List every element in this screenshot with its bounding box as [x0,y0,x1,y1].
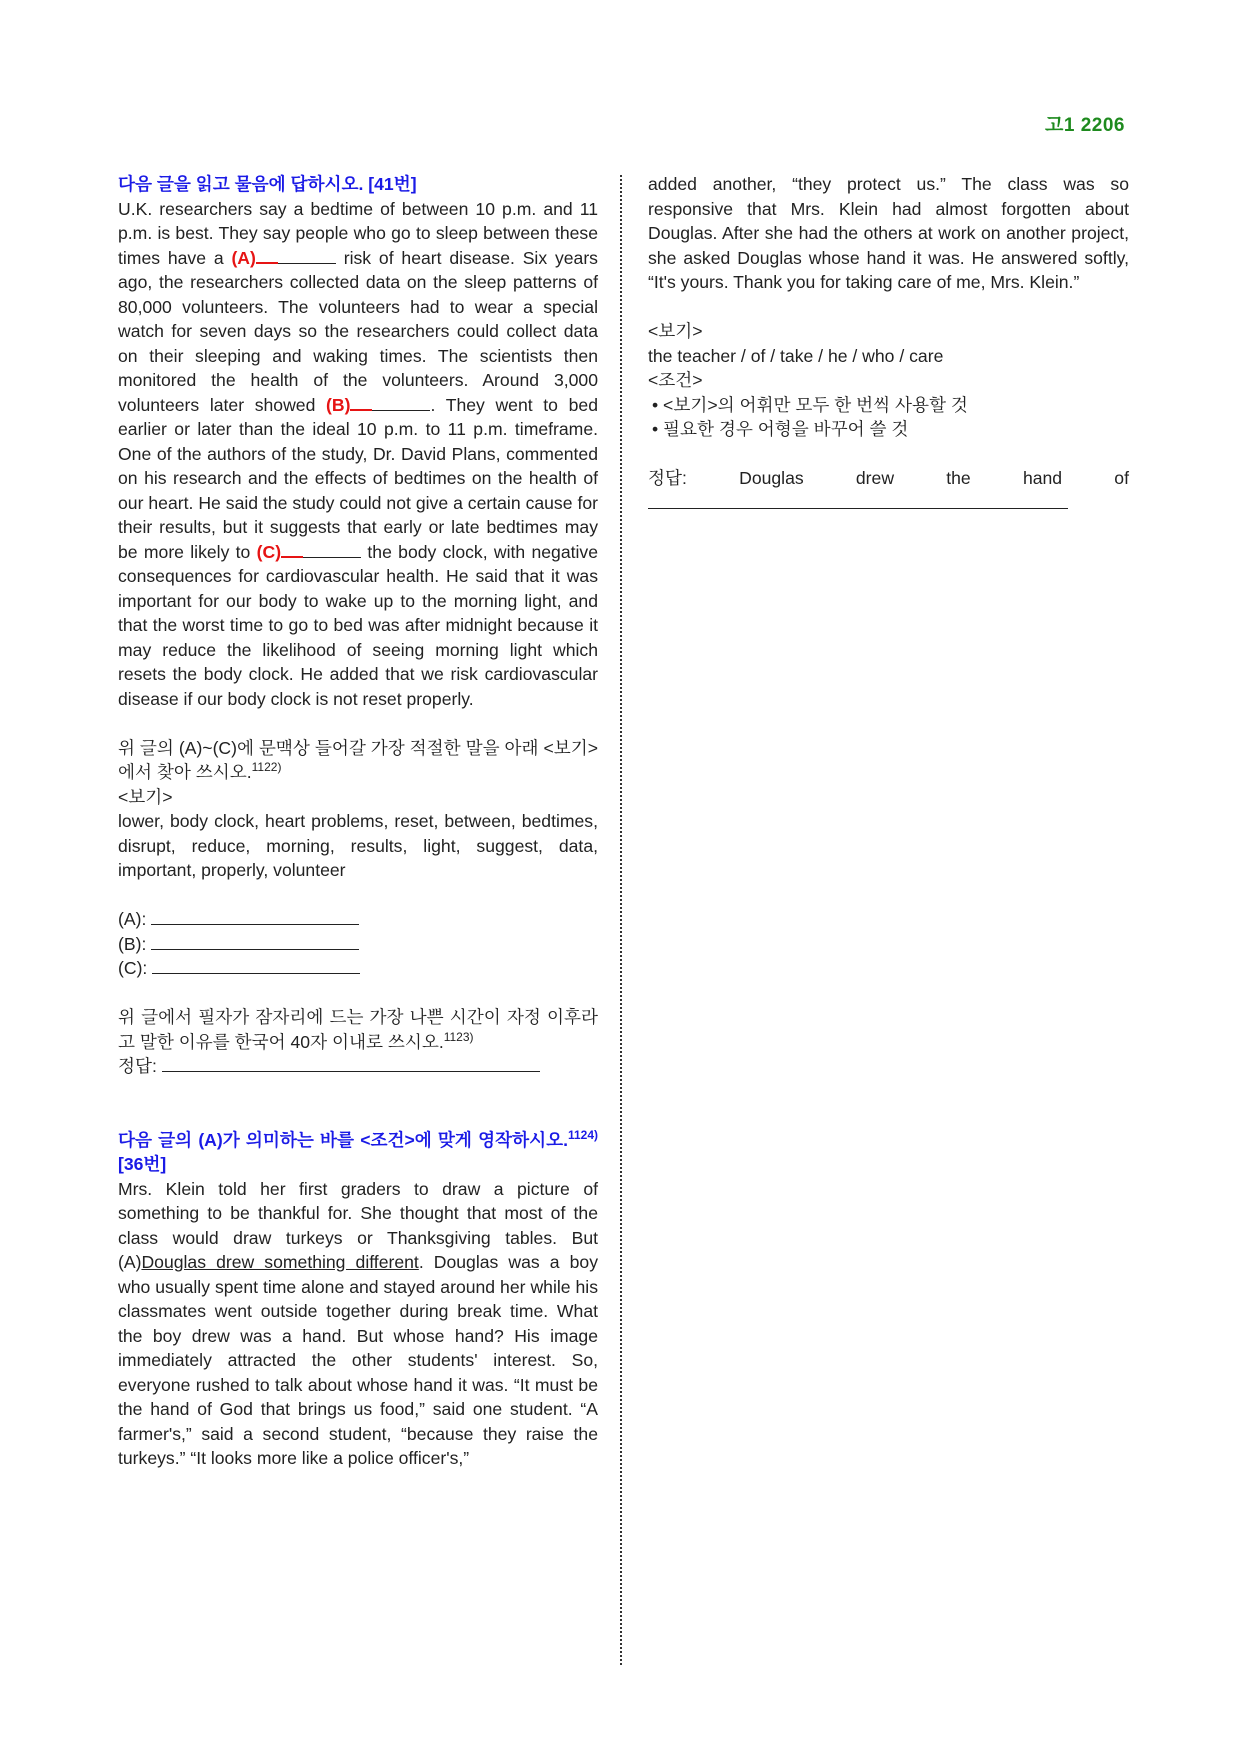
answer-label: (B): [118,933,147,954]
passage-text: risk of heart disease. Six years ago, the researchers collected data on the sleep patterns of 80,000 volunteers. The volunteers had to wear a special watch for seven days so the researchers could collect data on their sleeping and waking times. The scientists then monitored the health of the volunteers. Around 3,000 volunteers later showed [118,247,598,415]
q41-passage [118,197,598,712]
condition-item: • <보기>의 어휘만 모두 한 번씩 사용할 것 [652,394,968,415]
answer-c-line[interactable] [152,957,360,974]
q41-heading: 다음 글을 읽고 물음에 답하시오. [41번] [118,174,417,194]
q36-passage-continued: added another, “they protect us.” The class was so responsive that Mrs. Klein had almost forgotten about Douglas. After she had the others at work on another project, she asked Douglas whose hand it was. He answered softly, “It's yours. Thank you for taking care of me, Mrs. Klein.” [648,174,1129,292]
answer-label: (C): [118,958,148,978]
answer-a-line[interactable] [151,908,359,925]
answer-word: Douglas [739,468,804,488]
blank-a-label: (A) [231,247,256,268]
answer-label: 정답: [648,468,687,488]
answer-row-b [118,932,598,957]
footnote-ref: 1123) [443,1029,474,1044]
right-column [648,172,1129,515]
condition-item: • 필요한 경우 어형을 바꾸어 쓸 것 [652,419,909,439]
blank-a-red-line [256,246,278,264]
q41-question2-prompt [118,1005,598,1054]
answer-line[interactable] [162,1055,540,1072]
bogi-words: the teacher / of / take / he / who / care [648,345,944,366]
bogi-words: lower, body clock, heart problems, reset, between, bedtimes, disrupt, reduce, morning, results, light, suggest, data, important, properly, volunteer [118,811,598,880]
left-column [118,172,598,1471]
answer-word: of [1114,468,1129,488]
answer-line[interactable] [648,492,1068,509]
passage-text: the body clock, with negative consequences for cardiovascular health. He said that it was important for our body to wake up to the morning light, and that the worst time to go to bed was after midnight because it may reduce the likelihood of seeing morning light which resets the body clock. He added that we risk cardiovascular disease if our body clock is not reset properly. [118,541,599,709]
blank-a-line[interactable] [278,247,336,264]
bogi-label: <보기> [118,786,173,807]
page-code: 고1 2206 [1045,115,1125,136]
bogi-label: <보기> [648,321,703,341]
condition-label: <조건> [648,370,703,390]
prompt-text: 위 글에서 필자가 잠자리에 드는 가장 나쁜 시간이 자정 이후라고 말한 이유를 한국어 40자 이내로 쓰시오. [118,1007,598,1052]
answer-label: (A): [118,909,147,929]
blank-c-line[interactable] [303,541,361,558]
blank-b-red-line [350,393,372,411]
q36-answer-line-row [648,491,1129,516]
heading-tag: [36번] [118,1154,167,1174]
answer-row-a [118,907,598,932]
q41-question1-prompt [118,736,598,785]
blank-c-red-line [281,540,303,558]
passage-text: . They went to bed earlier or later than the ideal 10 p.m. to 11 p.m. timeframe. One of the authors of the study, Dr. David Plans, commented on his research and the effects of bedtimes on the health of our heart. He said the study could not give a certain cause for their results, but it suggests that early or late bedtimes may be more likely to [118,394,598,562]
prompt-text: 위 글의 (A)~(C)에 문맥상 들어갈 가장 적절한 말을 아래 <보기>에서 찾아 쓰시오. [118,737,598,782]
answer-word: the [946,468,971,488]
footnote-ref: 1122) [251,760,282,775]
answer-word: drew [855,468,895,488]
answer-word: hand [1022,468,1063,488]
q36-answer-row [648,466,1129,491]
q41-question2-answer [118,1054,598,1079]
blank-b-label: (B) [326,394,351,415]
passage-text: . Douglas was a boy who usually spent time alone and stayed around her while his classmates went outside together during break time. What the boy drew was a hand. But whose hand? His image immediately attracted the other students' interest. So, everyone rushed to talk about whose hand it was. “It must be the hand of God that brings us food,” said one student. “A farmer's,” said a second student, “because they raise the turkeys.” “It looks more like a police officer's,” [118,1252,599,1468]
column-divider [620,175,622,1665]
footnote-ref: 1124) [567,1127,598,1142]
underlined-phrase: Douglas drew something different [141,1252,419,1272]
passage-text: Mrs. Klein told her first graders to draw a picture of something to be thankful for. She thought that most of the class would draw turkeys or Thanksgiving tables. But (A) [118,1178,598,1272]
blank-c-label: (C) [256,541,282,562]
answer-label: 정답: [118,1056,157,1076]
passage-text: U.K. researchers say a bedtime of between 10 p.m. and 11 p.m. is best. They say people who go to sleep between these times have a [118,198,598,268]
q36-heading [118,1128,598,1177]
blank-b-line[interactable] [372,394,430,411]
heading-text: 다음 글의 (A)가 의미하는 바를 <조건>에 맞게 영작하시오. [118,1129,568,1150]
q36-passage [118,1177,598,1471]
answer-row-c [118,956,598,981]
answer-b-line[interactable] [151,933,359,950]
